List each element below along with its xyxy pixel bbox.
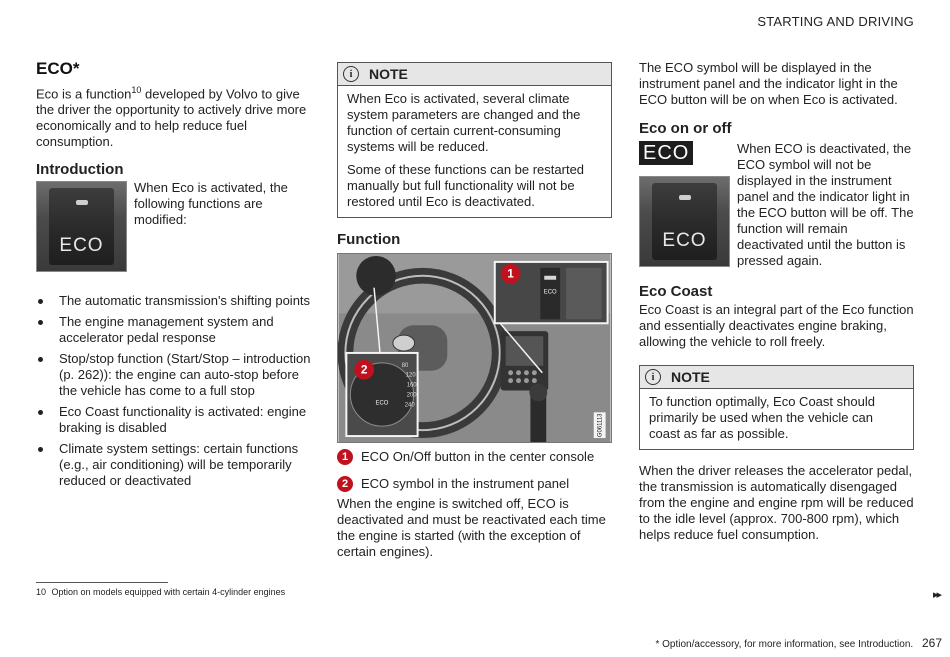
callout-2-marker	[354, 360, 374, 380]
function-illustration	[337, 253, 612, 443]
eco-coast-paragraph: Eco Coast is an integral part of the Eco function and essentially deactivates engine braking, allowing the vehicle to roll freely.	[639, 302, 914, 349]
list-item: The engine management system and accelerator pedal response	[36, 314, 312, 346]
eco-button-label: ECO	[59, 235, 104, 257]
footnote	[36, 587, 285, 597]
page-title: ECO*	[36, 59, 80, 78]
section-header: STARTING AND DRIVING	[757, 14, 914, 29]
eco-button-photo	[36, 181, 127, 272]
svg-text:160: 160	[406, 382, 417, 389]
note-paragraph: To function optimally, Eco Coast should primarily be used when the vehicle can coast as far as possible.	[649, 394, 875, 441]
footnote-text: Option on models equipped with certain 4-cylinder engines	[51, 587, 286, 597]
eco-coast-heading: Eco Coast	[639, 283, 713, 300]
footer-note: * Option/accessory, for more information, see Introduction.	[655, 639, 914, 650]
bullet-icon	[38, 299, 43, 304]
svg-text:240: 240	[404, 402, 415, 409]
callout-text: ECO On/Off button in the center console	[361, 449, 595, 464]
note-box-climate	[337, 62, 612, 218]
function-heading: Function	[337, 231, 401, 248]
modified-functions-list	[36, 293, 312, 489]
info-icon: i	[645, 369, 661, 385]
release-pedal-paragraph: When the driver releases the accelerator pedal, the transmission is automatically disengaged from the engine and engine rpm will be reduced to the idle level (approx. 700-800 rpm), which helps reduce fuel consumption.	[639, 463, 914, 542]
eco-intro-paragraph	[36, 82, 312, 150]
console-eco-button-label: ECO	[543, 289, 557, 296]
indicator-light	[679, 195, 691, 200]
footnote-number: 10	[36, 587, 47, 597]
svg-text:1: 1	[507, 266, 514, 281]
list-item: Eco Coast functionality is activated: engine braking is disabled	[36, 404, 312, 436]
bullet-icon	[38, 357, 43, 362]
eco-button-label: ECO	[662, 230, 707, 251]
note-paragraph: When Eco is activated, several climate system parameters are changed and the function of certain current-consuming systems will be reduced.	[347, 91, 581, 154]
note-header	[640, 366, 913, 389]
footnote-divider	[36, 582, 168, 583]
next-page-icon[interactable]: ▸▸	[932, 589, 940, 601]
note-body	[338, 86, 611, 217]
list-item: Climate system settings: certain functions (e.g., air conditioning) will be temporarily reduced or deactivated	[36, 441, 312, 489]
note-header	[338, 63, 611, 86]
column-3	[639, 60, 914, 543]
bullet-icon	[38, 320, 43, 325]
svg-text:120: 120	[405, 372, 416, 379]
gauge-eco-symbol: ECO	[375, 400, 389, 407]
svg-text:2: 2	[360, 362, 368, 377]
list-item: The automatic transmission's shifting points	[36, 293, 312, 309]
note-label: NOTE	[671, 369, 710, 385]
info-icon: i	[343, 66, 359, 82]
figure-code: G061113	[597, 413, 604, 438]
callout-number-badge: 1	[337, 449, 353, 465]
note-body	[640, 389, 913, 449]
volvo-logo-icon	[393, 335, 415, 351]
bullet-icon	[38, 447, 43, 452]
callout-text: ECO symbol in the instrument panel	[361, 476, 570, 491]
footnote-ref[interactable]: 10	[131, 85, 142, 95]
introduction-block	[36, 181, 312, 273]
column-2	[337, 62, 612, 560]
callout-list	[337, 449, 612, 492]
column-1	[36, 58, 312, 494]
eco-on-off-heading: Eco on or off	[639, 120, 732, 137]
callout-number-badge: 2	[337, 476, 353, 492]
introduction-heading: Introduction	[36, 161, 124, 179]
indicator-light	[76, 200, 88, 205]
eco-on-off-block	[639, 141, 914, 267]
callout-1-marker	[501, 264, 521, 284]
switched-off-paragraph: When the engine is switched off, ECO is deactivated and must be reactivated each time the engine is started (with the exception of certain engines).	[337, 496, 606, 559]
note-paragraph: Some of these functions can be restarted manually but full functionality will not be restored until Eco is deactivated.	[347, 162, 585, 209]
page-number: 267	[921, 636, 942, 650]
page-footer	[655, 636, 942, 650]
eco-button-photo	[639, 176, 730, 267]
callout-item-2	[337, 476, 612, 492]
eco-symbol-paragraph: The ECO symbol will be displayed in the instrument panel and the indicator light in the ECO button will be on when Eco is activated.	[639, 60, 898, 107]
eco-deactivated-paragraph: When ECO is deactivated, the ECO symbol will not be displayed in the instrument panel and the indicator light in the ECO button will be off. The function will remain deactivated until the button is pressed again.	[737, 141, 914, 268]
eco-symbol-badge: ECO	[639, 141, 693, 165]
bullet-icon	[38, 410, 43, 415]
callout-item-1	[337, 449, 612, 465]
introduction-text: When Eco is activated, the following functions are modified:	[134, 180, 288, 228]
note-box-eco-coast	[639, 365, 914, 450]
svg-text:200: 200	[406, 392, 417, 399]
intro-prefix: Eco is a function	[36, 86, 132, 102]
note-label: NOTE	[369, 66, 408, 82]
svg-text:80: 80	[401, 362, 409, 369]
list-item: Stop/stop function (Start/Stop – introduction (p. 262)): the engine can auto-stop before the vehicle has come to a full stop	[36, 351, 312, 399]
intro-suffix: developed by Volvo to give the driver the opportunity to actively drive more economically and to help reduce fuel consumption.	[36, 86, 307, 150]
